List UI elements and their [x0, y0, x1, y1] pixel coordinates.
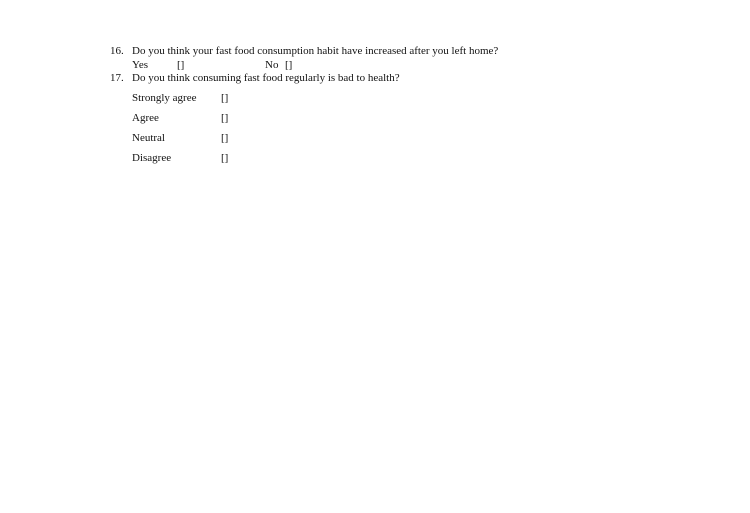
option-yes-label: Yes [132, 59, 149, 71]
option-disagree-label: Disagree [132, 152, 172, 164]
question-16-number: 16. [110, 45, 124, 57]
option-yes-checkbox[interactable]: [] [177, 59, 185, 71]
question-17-number: 17. [110, 72, 124, 84]
option-agree-label: Agree [132, 112, 159, 124]
question-16-text: Do you think your fast food consumption habit have increased after you left home? [132, 45, 499, 57]
option-strongly-agree-label: Strongly agree [132, 92, 197, 104]
option-disagree-checkbox[interactable]: [] [221, 152, 229, 164]
question-17-text: Do you think consuming fast food regularly is bad to health? [132, 72, 400, 84]
option-neutral-checkbox[interactable]: [] [221, 132, 229, 144]
option-no-label: No [265, 59, 279, 71]
option-agree-checkbox[interactable]: [] [221, 112, 229, 124]
option-strongly-agree-checkbox[interactable]: [] [221, 92, 229, 104]
option-no-checkbox[interactable]: [] [285, 59, 293, 71]
option-neutral-label: Neutral [132, 132, 165, 144]
